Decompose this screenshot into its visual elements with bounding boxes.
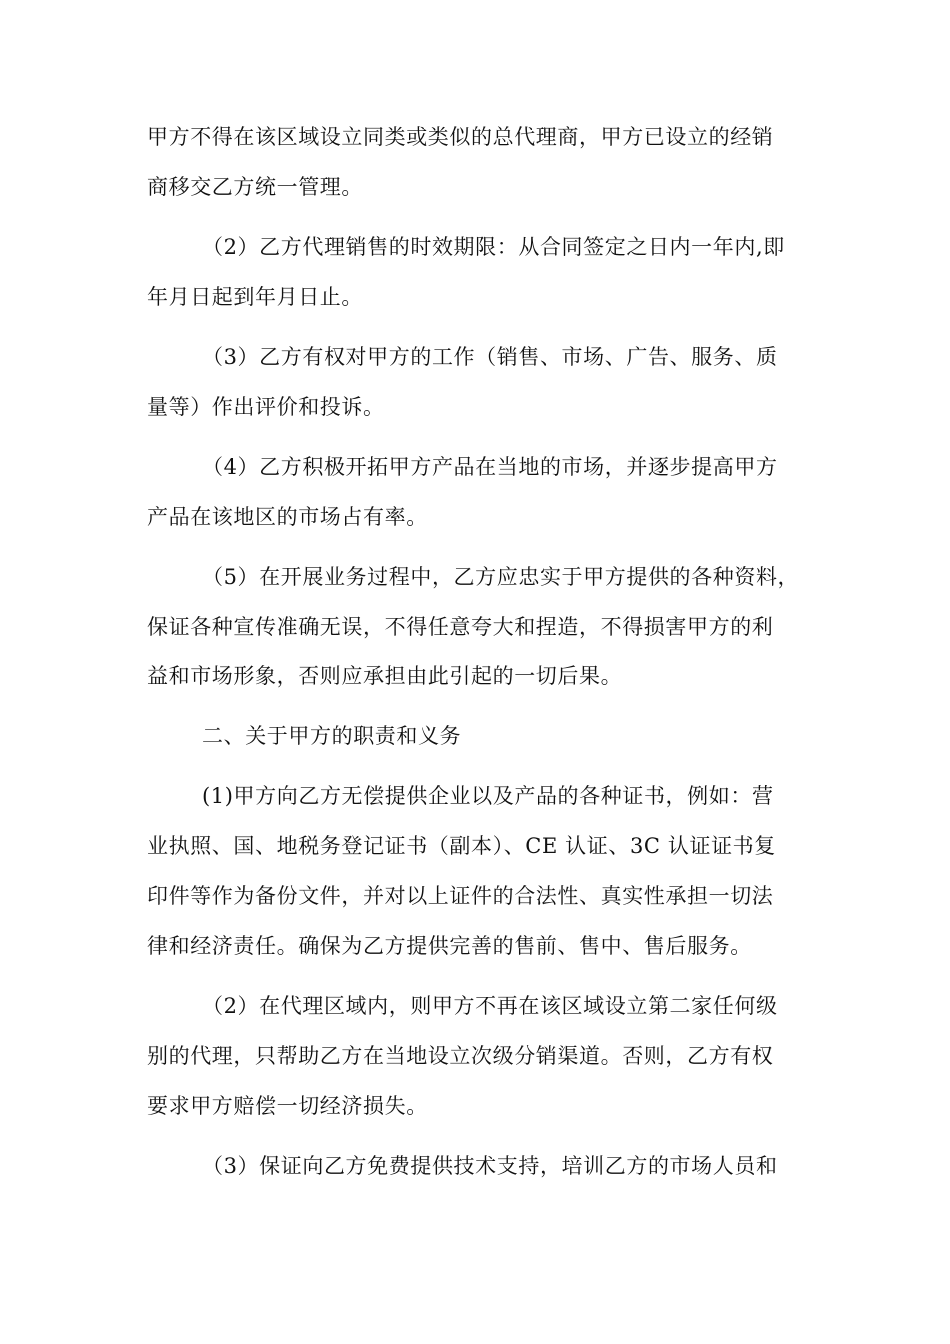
text-line: 商移交乙方统一管理。 <box>147 175 363 199</box>
text-line: （2）乙方代理销售的时效期限：从合同签定之日内一年内,即 <box>202 235 785 259</box>
text-line: (1)甲方向乙方无偿提供企业以及产品的各种证书，例如：营 <box>202 784 774 808</box>
text-line: 别的代理，只帮助乙方在当地设立次级分销渠道。否则，乙方有权 <box>147 1044 774 1068</box>
text-line: 产品在该地区的市场占有率。 <box>147 505 428 529</box>
text-line: （4）乙方积极开拓甲方产品在当地的市场，并逐步提高甲方 <box>202 455 778 479</box>
text-line: （3）保证向乙方免费提供技术支持，培训乙方的市场人员和 <box>202 1154 778 1178</box>
section-heading: 二、关于甲方的职责和义务 <box>202 724 462 748</box>
text-line: 年月日起到年月日止。 <box>147 285 363 309</box>
text-line: （3）乙方有权对甲方的工作（销售、市场、广告、服务、质 <box>202 345 778 369</box>
text-line: （5）在开展业务过程中，乙方应忠实于甲方提供的各种资料， <box>202 565 800 589</box>
text-line: 要求甲方赔偿一切经济损失。 <box>147 1094 428 1118</box>
text-line: 量等）作出评价和投诉。 <box>147 395 385 419</box>
text-line: 甲方不得在该区域设立同类或类似的总代理商，甲方已设立的经销 <box>147 125 774 149</box>
text-line: 业执照、国、地税务登记证书（副本）、CE 认证、3C 认证证书复 <box>147 834 776 858</box>
text-line: 益和市场形象，否则应承担由此引起的一切后果。 <box>147 664 623 688</box>
text-line: 保证各种宣传准确无误，不得任意夸大和捏造，不得损害甲方的利 <box>147 615 774 639</box>
text-line: 印件等作为备份文件，并对以上证件的合法性、真实性承担一切法 <box>147 884 774 908</box>
text-line: （2）在代理区域内，则甲方不再在该区域设立第二家任何级 <box>202 994 778 1018</box>
text-line: 律和经济责任。确保为乙方提供完善的售前、售中、售后服务。 <box>147 934 752 958</box>
